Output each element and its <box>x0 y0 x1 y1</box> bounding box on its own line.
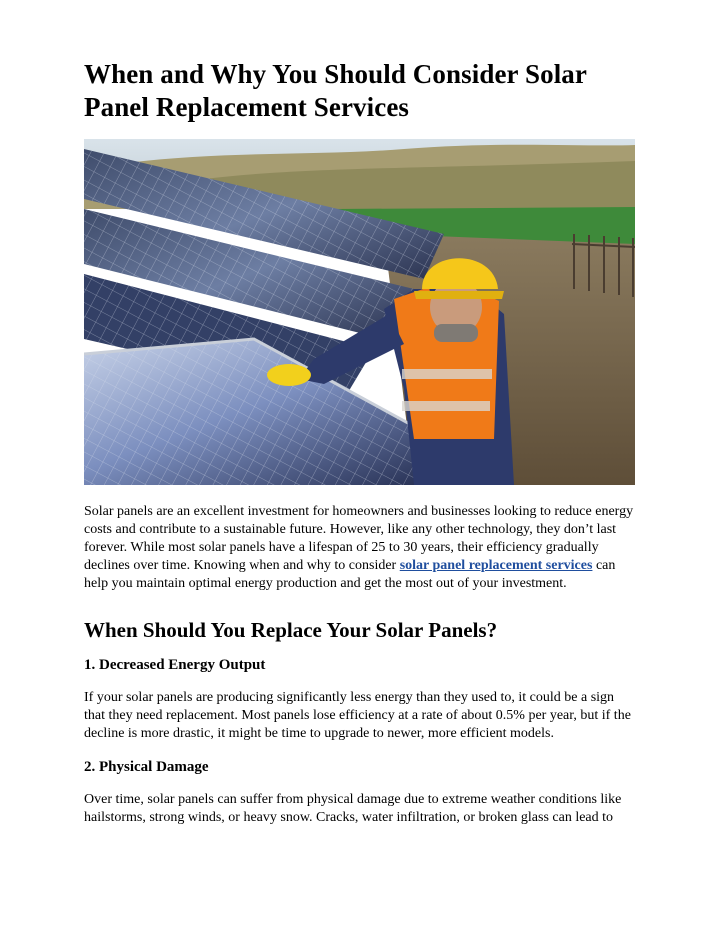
intro-text-before: Solar panels are an excellent investment for homeowners and businesses looking to reduce energy costs and contribute to a sustainable future. However, like any other technology, they don’t last forever. While most solar panels have a lifespan of 25 to 30 years, their efficiency gradually declines over time. Knowing when and why to consider <box>84 504 634 573</box>
hero-photo-solar-worker <box>84 139 635 485</box>
intro-paragraph <box>84 503 636 593</box>
paragraph-decreased-energy-output: If your solar panels are producing significantly less energy than they used to, it could be a sign that they need replacement. Most panels lose efficiency at a rate of about 0.5% per year, but if the decline is more drastic, it might be time to upgrade to newer, more efficient models. <box>84 690 631 741</box>
intro-text-after: can help you maintain optimal energy production and get the most out of your investment. <box>84 558 616 591</box>
article-title: When and Why You Should Consider Solar Panel Replacement Services <box>84 59 587 122</box>
section-heading: When Should You Replace Your Solar Panels? <box>84 618 498 642</box>
paragraph-physical-damage: Over time, solar panels can suffer from physical damage due to extreme weather conditions like hailstorms, strong winds, or heavy snow. Cracks, water infiltration, or broken glass can lead to <box>84 792 622 825</box>
subheading-physical-damage: 2. Physical Damage <box>84 759 209 775</box>
subheading-decreased-energy-output: 1. Decreased Energy Output <box>84 657 266 673</box>
solar-panel-replacement-link[interactable]: solar panel replacement services <box>399 558 593 573</box>
